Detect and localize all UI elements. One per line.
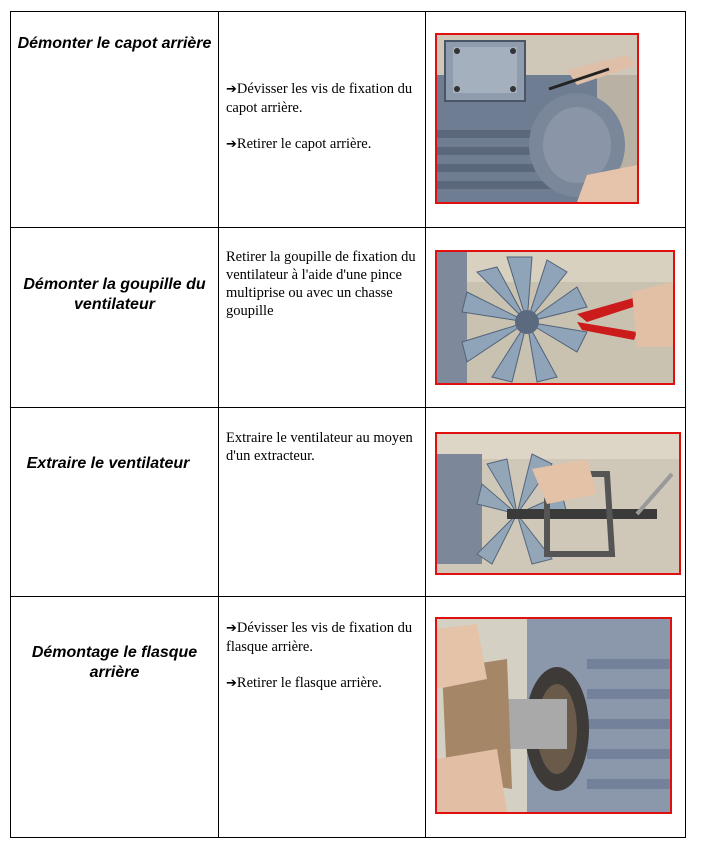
step-text: Retirer le flasque arrière. [236, 675, 382, 691]
motor-rear-cover-photo [435, 33, 639, 204]
arrow-icon: ➔ [226, 82, 237, 97]
table-row [11, 407, 685, 596]
arrow-icon: ➔ [226, 676, 237, 691]
procedure-table [10, 11, 686, 838]
step-description [226, 80, 426, 154]
rear-flange-photo [435, 617, 672, 814]
arrow-icon: ➔ [226, 621, 237, 636]
step-description: Extraire le ventilateur au moyen d'un extracteur. [226, 430, 413, 464]
step-description [226, 619, 426, 693]
step-title: Extraire le ventilateur [26, 455, 190, 472]
arrow-icon: ➔ [226, 137, 237, 152]
column-divider [218, 12, 219, 837]
step-title: Démontage le flasque arrière [31, 644, 198, 681]
step-title: Démonter le capot arrière [17, 35, 212, 52]
step-description: Retirer la goupille de fixation du ventilateur à l'aide d'une pince multiprise ou avec un chasse goupille [226, 249, 416, 319]
step-title: Démonter la goupille du ventilateur [23, 276, 206, 313]
step-text: Dévisser les vis de fixation du capot arrière. [226, 81, 413, 116]
fan-puller-photo [435, 432, 681, 575]
column-divider [425, 12, 426, 837]
step-text: Dévisser les vis de fixation du flasque arrière. [226, 620, 413, 655]
step-text: Retirer le capot arrière. [236, 136, 372, 152]
table-row [11, 12, 685, 227]
table-row [11, 596, 685, 837]
table-row [11, 227, 685, 407]
fan-pin-pliers-photo [435, 250, 675, 385]
